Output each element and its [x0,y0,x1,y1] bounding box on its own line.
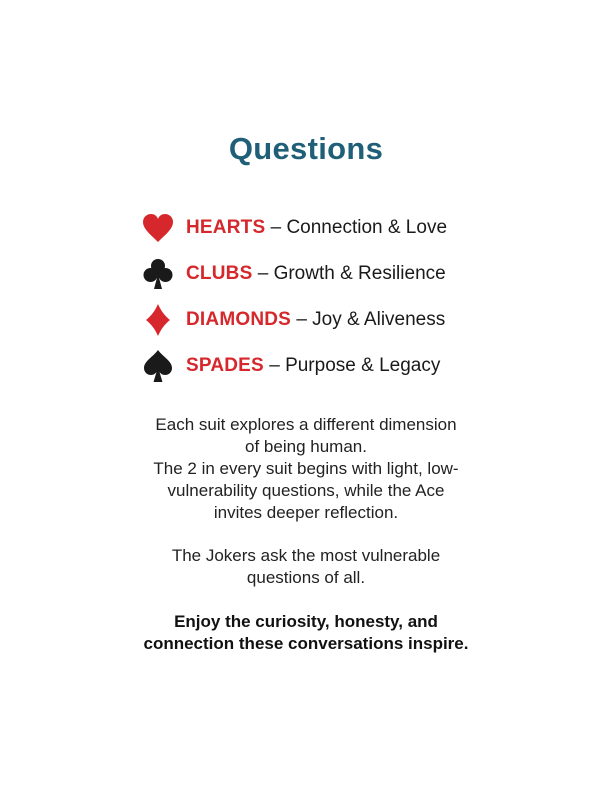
suit-list [141,205,521,389]
text-line: Enjoy the curiosity, honesty, and [174,612,438,631]
suit-name: SPADES [186,355,264,376]
suit-name: CLUBS [186,263,253,284]
text-line: vulnerability questions, while the Ace [167,481,445,500]
suit-row-clubs [141,251,521,297]
jokers-paragraph [86,545,526,589]
spade-icon [141,349,175,383]
text-line: questions of all. [246,568,366,587]
suit-description: – Growth & Resilience [257,263,446,284]
page-title: Questions [228,131,384,166]
heart-icon [141,211,175,245]
suit-text [186,263,446,285]
suit-description: – Purpose & Legacy [269,355,441,376]
suit-name: HEARTS [186,217,266,238]
text-line: The 2 in every suit begins with light, low- [153,459,459,478]
text-line: Each suit explores a different dimension [155,415,457,434]
suit-text [186,309,445,331]
suit-description: – Joy & Aliveness [296,309,446,330]
suit-row-hearts [141,205,521,251]
text-line: of being human. [245,437,367,456]
diamond-icon [141,303,175,337]
text-line: The Jokers ask the most vulnerable [171,546,441,565]
suit-description: – Connection & Love [270,217,448,238]
text-line: connection these conversations inspire. [143,634,469,653]
suit-name: DIAMONDS [186,309,292,330]
club-icon [141,257,175,291]
closing-paragraph [86,611,526,655]
intro-paragraph [86,414,526,524]
suit-text [186,355,440,377]
suit-row-diamonds [141,297,521,343]
text-line: invites deeper reflection. [213,503,399,522]
suit-text [186,217,447,239]
suit-row-spades [141,343,521,389]
